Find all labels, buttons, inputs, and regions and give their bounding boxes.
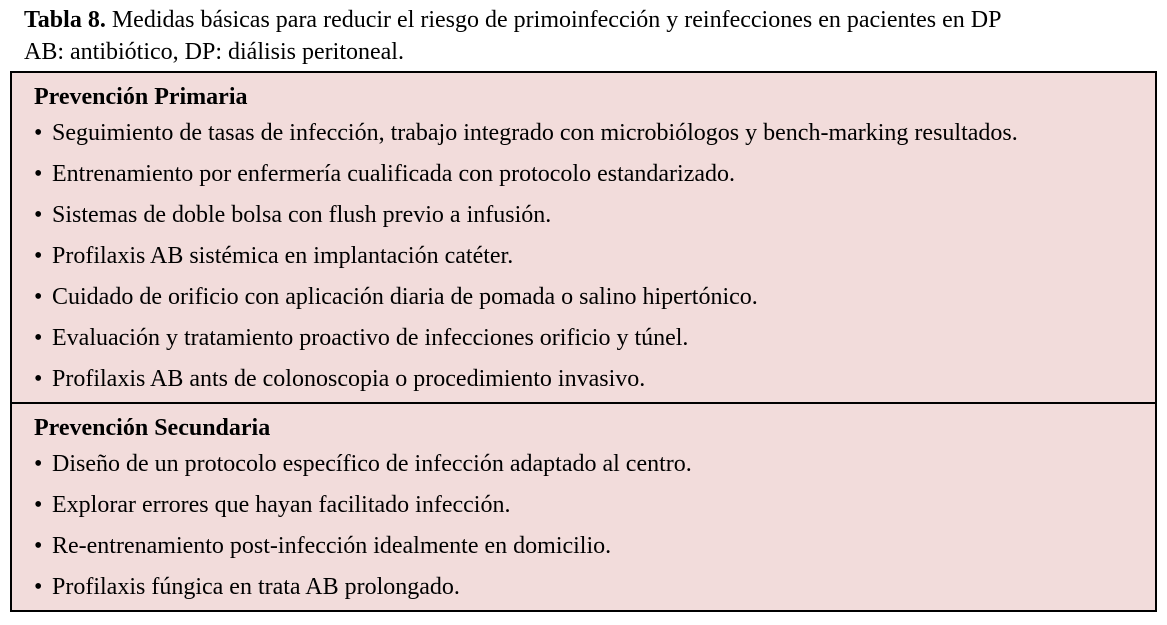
list-item-text: Seguimiento de tasas de infección, trabajo integrado con microbiólogos y bench-marking resultados. [52,120,1018,146]
bullet: • [34,243,43,269]
table-caption [24,4,1154,68]
list-item-text: Diseño de un protocolo específico de infección adaptado al centro. [52,451,692,477]
list-item [34,277,1155,318]
secondary-prevention-title: Prevención Secundaria [34,415,271,441]
list-item-text: Evaluación y tratamiento proactivo de infecciones orificio y túnel. [52,325,689,351]
caption-label: Tabla 8. [24,7,106,33]
list-item [34,567,1155,608]
list-item [34,113,1155,154]
list-item [34,318,1155,359]
primary-prevention-title: Prevención Primaria [34,84,248,110]
list-item [34,359,1155,400]
caption-line-1 [24,4,1154,36]
list-item-text: Profilaxis AB sistémica en implantación catéter. [52,243,514,269]
list-item [34,154,1155,195]
bullet: • [34,120,43,146]
bullet: • [34,202,43,228]
list-item-text: Explorar errores que hayan facilitado infección. [52,492,511,518]
list-item-text: Cuidado de orificio con aplicación diaria de pomada o salino hipertónico. [52,284,758,310]
bullet: • [34,451,43,477]
primary-prevention-section [12,73,1155,402]
list-item [34,485,1155,526]
list-item [34,195,1155,236]
secondary-prevention-section [12,402,1155,610]
list-item [34,236,1155,277]
bullet: • [34,533,43,559]
bullet: • [34,366,43,392]
caption-line-2: AB: antibiótico, DP: diálisis peritoneal. [24,39,404,65]
bullet: • [34,492,43,518]
list-item-text: Profilaxis fúngica en trata AB prolongado. [52,574,460,600]
bullet: • [34,161,43,187]
list-item [34,444,1155,485]
caption-text: Medidas básicas para reducir el riesgo de primoinfección y reinfecciones en pacientes en DP [105,7,1002,33]
bullet: • [34,574,43,600]
list-item-text: Entrenamiento por enfermería cualificada con protocolo estandarizado. [52,161,736,187]
list-item [34,526,1155,567]
list-item-text: Re-entrenamiento post-infección idealmente en domicilio. [52,533,612,559]
list-item-text: Sistemas de doble bolsa con flush previo a infusión. [52,202,552,228]
bullet: • [34,325,43,351]
prevention-table [10,71,1157,612]
list-item-text: Profilaxis AB ants de colonoscopia o procedimiento invasivo. [52,366,646,392]
bullet: • [34,284,43,310]
